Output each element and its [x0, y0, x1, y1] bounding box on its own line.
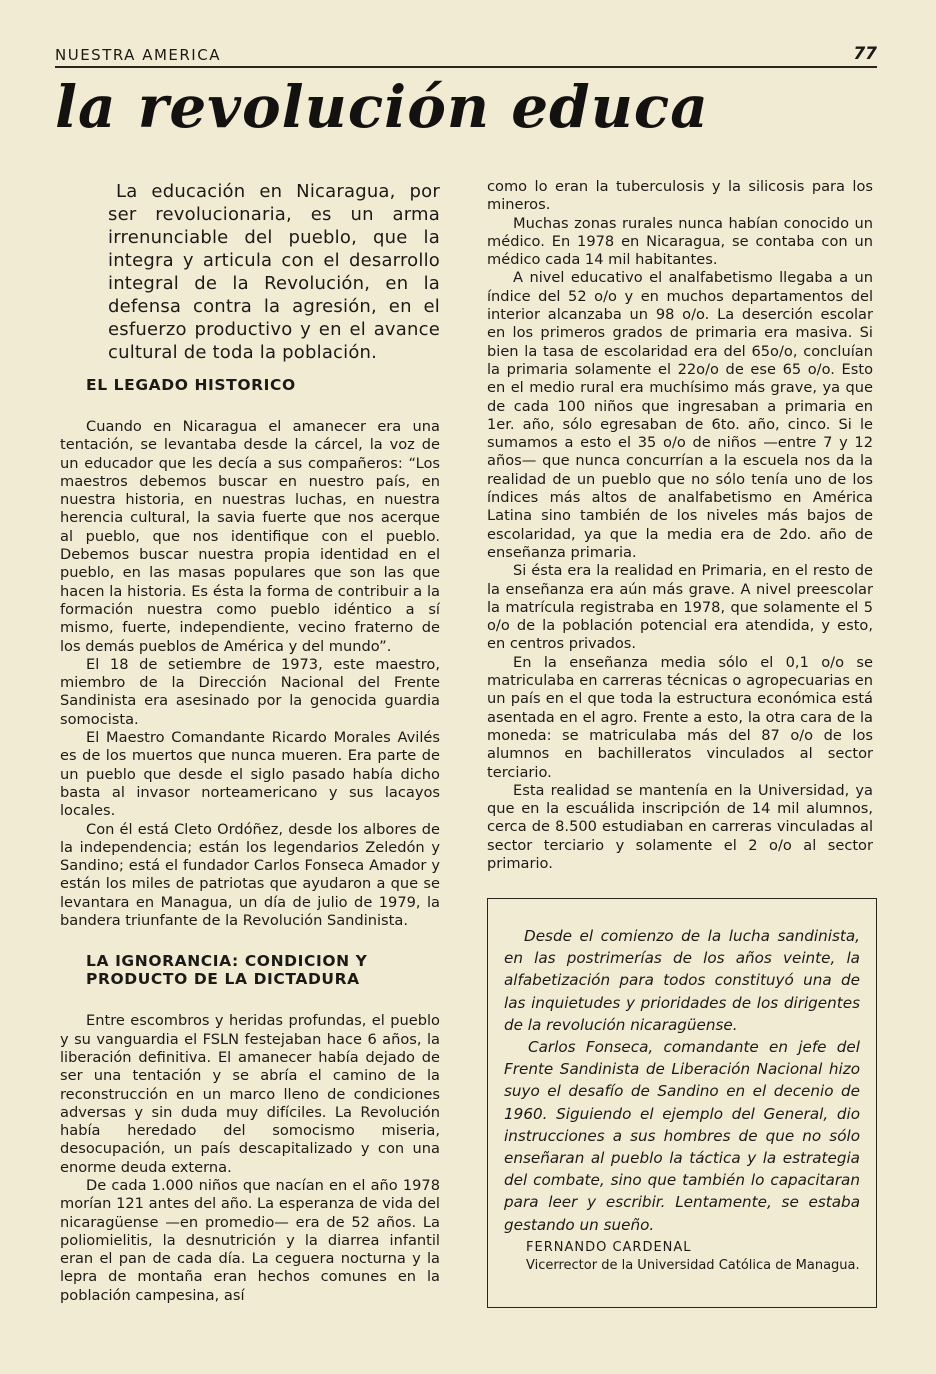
body-paragraph: Muchas zonas rurales nunca habían conocido un médico. En 1978 en Nicaragua, se contaba con un médico cada 14 mil habitantes. [487, 214, 873, 269]
body-paragraph: A nivel educativo el analfabetismo llegaba a un índice del 52 o/o y en muchos departamentos del interior alcanzaba un 98 o/o. La deserción escolar en los primeros grados de primaria era masiva. Si bien la tasa de escolaridad era del 65o/o, concluían la primaria solamente el 22o/o de ese 65 o/o. Esto en el medio rural era muchísimo más grave, ya que de cada 100 niños que ingresaban a primaria en 1er. año, sólo egresaban de 6to. año, cinco. Si le sumamos a esto el 35 o/o de niños —entre 7 y 12 años— que nunca concurrían a la escuela nos da la realidad de un pueblo que no sólo tenía uno de los índices más altos de analfabetismo en América Latina sino también de los niveles más bajos de escolaridad, ya que la media era de 2do. año de enseñanza primaria. [487, 269, 873, 561]
body-paragraph: Con él está Cleto Ordóñez, desde los albores de la independencia; están los legendarios Zeledón y Sandino; está el fundador Carlos Fonseca Amador y están los miles de patriotas que ayudaron a que se levantara en Managua, un día de julio de 1979, la bandera triunfante de la Revolución Sandinista. [60, 820, 440, 930]
right-column [487, 178, 873, 873]
magazine-name: NUESTRA AMERICA [55, 46, 221, 64]
author-role: Vicerrector de la Universidad Católica de Managua. [526, 1258, 860, 1273]
quote-box [487, 898, 877, 1308]
body-paragraph: Esta realidad se mantenía en la Universidad, ya que en la escuálida inscripción de 14 mil alumnos, cerca de 8.500 estudiaban en carreras vinculadas al sector terciario y solamente el 2 o/o al sector primario. [487, 781, 873, 872]
article-lead [108, 180, 440, 364]
section-heading: EL LEGADO HISTORICO [86, 376, 296, 394]
quote-paragraph: Desde el comienzo de la lucha sandinista, en las postrimerías de los años veinte, la alfabetización para todos constituyó una de las inquietudes y prioridades de los dirigentes de la revolución nicaragüense. [504, 927, 860, 1034]
page-number: 77 [853, 44, 877, 64]
body-paragraph: El 18 de setiembre de 1973, este maestro, miembro de la Dirección Nacional del Frente Sandinista era asesinado por la genocida guardia somocista. [60, 655, 440, 728]
quote-text [504, 925, 860, 1236]
section-heading: LA IGNORANCIA: CONDICION Y [86, 952, 368, 971]
body-paragraph: como lo eran la tuberculosis y la silicosis para los mineros. [487, 178, 873, 214]
section-heading: PRODUCTO DE LA DICTADURA [86, 970, 360, 989]
body-paragraph: El Maestro Comandante Ricardo Morales Avilés es de los muertos que nunca mueren. Era parte de un pueblo que desde el siglo pasado había dicho basta al invasor norteamericano y sus lacayos locales. [60, 729, 440, 820]
body-paragraph: De cada 1.000 niños que nacían en el año 1978 morían 121 antes del año. La esperanza de vida del nicaragüense —en promedio— era de 52 años. La poliomielitis, la desnutrición y la diarrea infantil eran el pan de cada día. La ceguera nocturna y la lepra de montaña eran hechos comunes en la población campesina, así [60, 1176, 440, 1304]
quote-paragraph: Carlos Fonseca, comandante en jefe del Frente Sandinista de Liberación Nacional hizo suyo el desafío de Sandino en el decenio de 1960. Siguiendo el ejemplo del General, dio instrucciones a sus hombres de que no sólo enseñaran al pueblo la táctica y la estrategia del combate, sino que también lo capacitaran para leer y escribir. Lentamente, se estaba gestando un sueño. [504, 1038, 860, 1234]
author-name: FERNANDO CARDENAL [526, 1240, 692, 1255]
article-title: la revolución educa [55, 73, 709, 141]
left-column [60, 376, 440, 1305]
body-paragraph: Cuando en Nicaragua el amanecer era una tentación, se levantaba desde la cárcel, la voz de un educador que les decía a sus compañeros: “Los maestros debemos buscar en nuestro país, en nuestra historia, en nuestras luchas, en nuestra herencia cultural, la savia fuerte que nos acerque al pueblo, que nos identifique con el pueblo. Debemos buscar nuestra propia identidad en el pueblo, en las masas populares que son las que hacen la historia. Es ésta la forma de contribuir a la formación nuestra como pueblo idéntico a sí mismo, fuerte, independiente, vecino fraterno de los demás pueblos de América y del mundo”. [60, 418, 440, 655]
lead-paragraph: La educación en Nicaragua, por ser revolucionaria, es un arma irrenunciable del pueblo, que la integra y articula con el desarrollo integral de la Revolución, en la defensa contra la agresión, en el esfuerzo productivo y en el avance cultural de toda la población. [108, 181, 440, 363]
body-paragraph: En la enseñanza media sólo el 0,1 o/o se matriculaba en carreras técnicas o agropecuarias en un país en el que toda la estructura económica está asentada en el agro. Frente a esto, la otra cara de la moneda: se matriculaba más del 87 o/o de los alumnos en bachilleratos vinculados al sector terciario. [487, 653, 873, 781]
page-header [55, 44, 877, 68]
quote-author [526, 1239, 866, 1275]
body-paragraph: Si ésta era la realidad en Primaria, en el resto de la enseñanza era aún más grave. A nivel preescolar la matrícula registraba en 1978, que solamente el 5 o/o de la población potencial era atendida, y esto, en centros privados. [487, 562, 873, 653]
body-paragraph: Entre escombros y heridas profundas, el pueblo y su vanguardia el FSLN festejaban hace 6 años, la liberación definitiva. El amanecer había dejado de ser una tentación y se abría el camino de la reconstrucción en un marco lleno de condiciones adversas y sin duda muy difíciles. La Revolución había heredado del somocismo miseria, desocupación, un país descapitalizado y con una enorme deuda externa. [60, 1012, 440, 1176]
